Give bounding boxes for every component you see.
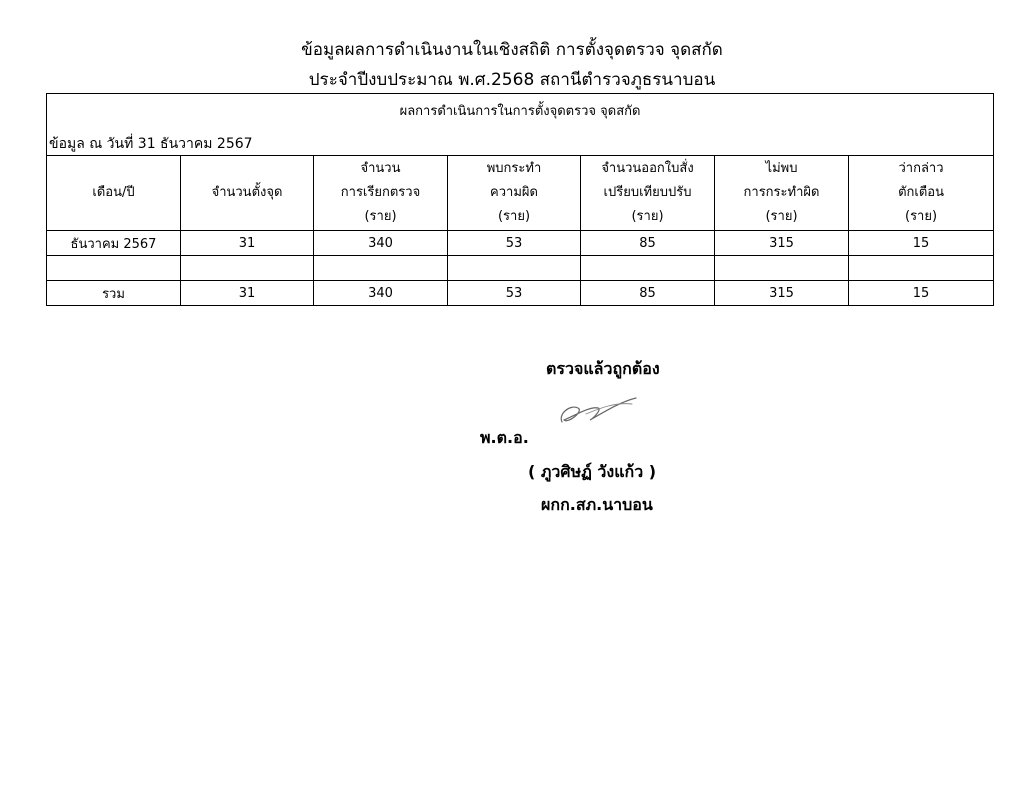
table-cell: 15 xyxy=(849,231,994,256)
document-title: ข้อมูลผลการดำเนินงานในเชิงสถิติ การตั้งจุดตรวจ จุดสกัด xyxy=(301,40,723,60)
column-header-line: เดือน/ปี xyxy=(92,185,135,200)
as-of-date: ข้อมูล ณ วันที่ 31 ธันวาคม 2567 xyxy=(47,133,994,156)
table-cell: 340 xyxy=(314,231,448,256)
report-table xyxy=(46,93,994,306)
table-cell: 315 xyxy=(715,281,849,306)
table-cell xyxy=(448,256,581,281)
table-cell: 340 xyxy=(314,281,448,306)
table-cell: รวม xyxy=(47,281,181,306)
verified-label: ตรวจแล้วถูกต้อง xyxy=(546,359,660,378)
table-cell: 31 xyxy=(181,281,314,306)
column-header-line: (ราย) xyxy=(364,209,397,224)
column-header-line: ไม่พบ xyxy=(765,161,798,176)
table-cell: 15 xyxy=(849,281,994,306)
table-cell: 85 xyxy=(581,231,715,256)
table-cell xyxy=(314,256,448,281)
table-total-row xyxy=(47,281,994,306)
column-header xyxy=(448,156,581,231)
table-cell: 85 xyxy=(581,281,715,306)
table-cell: 53 xyxy=(448,281,581,306)
document-subtitle: ประจำปีงบประมาณ พ.ศ.2568 สถานีตำรวจภูธรนาบอน xyxy=(308,70,716,90)
handwritten-signature xyxy=(556,392,640,432)
column-header xyxy=(181,156,314,231)
column-header xyxy=(849,156,994,231)
signer-rank: พ.ต.อ. xyxy=(480,428,529,447)
column-header-line: (ราย) xyxy=(765,209,798,224)
column-header xyxy=(715,156,849,231)
table-cell xyxy=(581,256,715,281)
table-cell xyxy=(715,256,849,281)
column-header-line: การเรียกตรวจ xyxy=(340,185,421,200)
column-header-line: ความผิด xyxy=(490,185,538,200)
column-header-line: จำนวนตั้งจุด xyxy=(211,185,283,200)
table-cell xyxy=(181,256,314,281)
column-header-line: จำนวน xyxy=(360,161,401,176)
table-cell xyxy=(849,256,994,281)
column-header xyxy=(314,156,448,231)
table-cell: ธันวาคม 2567 xyxy=(47,231,181,256)
table-cell: 53 xyxy=(448,231,581,256)
column-header-line: การกระทำผิด xyxy=(743,185,820,200)
column-header-line: (ราย) xyxy=(497,209,531,224)
table-cell: 315 xyxy=(715,231,849,256)
column-header xyxy=(47,156,181,231)
table-cell: 31 xyxy=(181,231,314,256)
table-caption: ผลการดำเนินการในการตั้งจุดตรวจ จุดสกัด xyxy=(47,94,994,134)
column-header-line: เปรียบเทียบปรับ xyxy=(603,185,692,200)
table-cell xyxy=(47,256,181,281)
column-header-line: ว่ากล่าว xyxy=(898,161,944,176)
signer-position: ผกก.สภ.นาบอน xyxy=(541,495,653,514)
table-row xyxy=(47,231,994,256)
table-header-row xyxy=(47,156,994,231)
column-header-line: (ราย) xyxy=(631,209,664,224)
column-header-line: (ราย) xyxy=(905,209,938,224)
table-row-empty xyxy=(47,256,994,281)
column-header xyxy=(581,156,715,231)
column-header-line: ตักเตือน xyxy=(898,185,944,200)
column-header-line: จำนวนออกใบสั่ง xyxy=(601,161,694,176)
column-header-line: พบกระทำ xyxy=(486,161,542,176)
signer-name: ( ภูวศิษฏ์ วังแก้ว ) xyxy=(528,462,657,481)
